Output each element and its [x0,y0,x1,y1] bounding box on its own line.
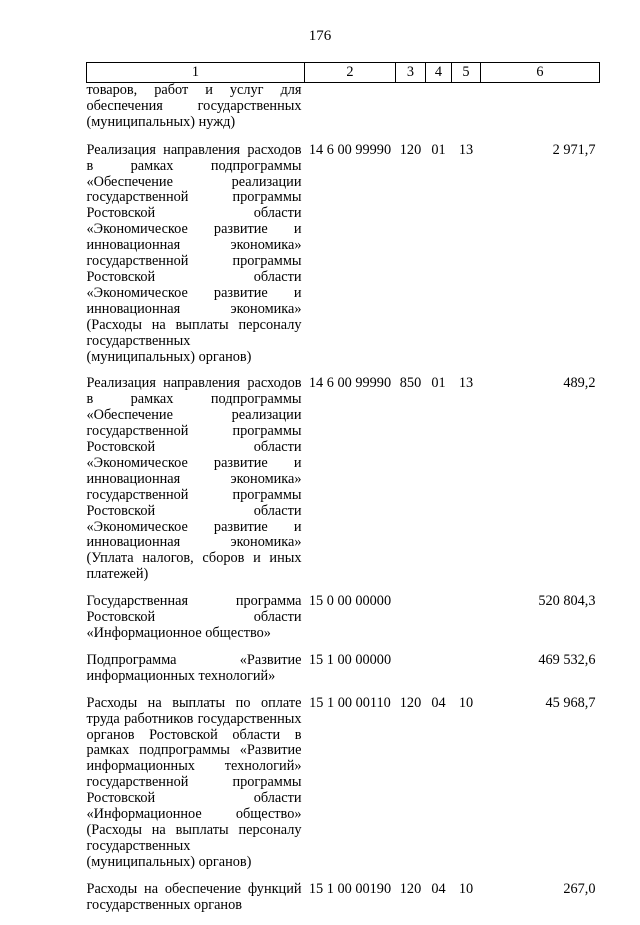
header-col-name: 1 [87,63,305,83]
row-vr: 120 [399,694,422,711]
table-row [87,376,600,594]
header-col-vr: 3 [396,63,426,83]
row-code: 15 0 00 00000 [308,593,392,610]
header-col-rz: 4 [426,63,452,83]
row-amount: 267,0 [563,880,596,897]
row-amount: 520 804,3 [538,593,596,610]
row-pr: 13 [458,375,474,392]
table-row [87,143,600,377]
row-code: 14 6 00 99990 [308,141,392,158]
table-row [87,594,600,653]
row-amount: 45 968,7 [545,694,596,711]
table-row [87,882,600,925]
row-vr [396,83,426,143]
row-vr: 120 [399,141,422,158]
row-name: Государственная программа Ростовской области «Информационное общество» [86,593,302,641]
table-header [87,63,600,83]
header-row [87,63,600,83]
row-pr [452,83,481,143]
row-vr [396,653,426,696]
row-code [305,83,396,143]
row-name: Расходы на обеспечение функций государственных органов [86,880,302,913]
header-col-amount: 6 [481,63,600,83]
table-row [87,653,600,696]
row-pr: 13 [458,141,474,158]
row-code: 15 1 00 00000 [308,651,392,668]
row-name: товаров, работ и услуг для обеспечения государственных (муниципальных) нужд) [86,82,302,130]
row-amount: 489,2 [563,375,596,392]
row-vr: 120 [399,880,422,897]
row-amount [481,83,600,143]
table-row [87,696,600,882]
row-vr [396,594,426,653]
row-name: Подпрограмма «Развитие информационных технологий» [86,651,302,684]
table-body [87,83,600,925]
row-name: Реализация направления расходов в рамках подпрограммы «Обеспечение реализации государственной программы Ростовской области «Экономическое развитие и инновационная экономика» государственной программы Ростовской области «Экономическое развитие и инновационная экономика» (Расходы на выплаты персоналу государственных (муниципальных) органов) [86,141,302,365]
row-name: Расходы на выплаты по оплате труда работников государственных органов Ростовской области в рамках подпрограммы «Развитие информационных технологий» государственной программы Ростовской области «Информационное общество» (Расходы на выплаты персоналу государственных (муниципальных) органов) [86,694,302,870]
row-rz: 01 [431,375,446,392]
row-pr: 10 [458,880,474,897]
row-rz: 04 [431,880,446,897]
row-code: 15 1 00 00110 [309,694,391,711]
row-rz: 04 [431,694,446,711]
row-code: 14 6 00 99990 [308,375,392,392]
row-pr: 10 [458,694,474,711]
table-row [87,83,600,143]
row-pr [452,653,481,696]
header-col-code: 2 [305,63,396,83]
header-col-pr: 5 [452,63,481,83]
row-rz [426,83,452,143]
row-rz [426,653,452,696]
row-pr [452,594,481,653]
row-rz: 01 [431,141,446,158]
budget-table [86,62,600,925]
row-vr: 850 [399,375,422,392]
row-code: 15 1 00 00190 [308,880,392,897]
row-name: Реализация направления расходов в рамках подпрограммы «Обеспечение реализации государственной программы Ростовской области «Экономическое развитие и инновационная экономика» государственной программы Ростовской области «Экономическое развитие и инновационная экономика» (Уплата налогов, сборов и иных платежей) [86,375,302,583]
row-rz [426,594,452,653]
row-amount: 469 532,6 [538,651,596,668]
page-number: 176 [308,28,332,44]
row-amount: 2 971,7 [552,141,596,158]
